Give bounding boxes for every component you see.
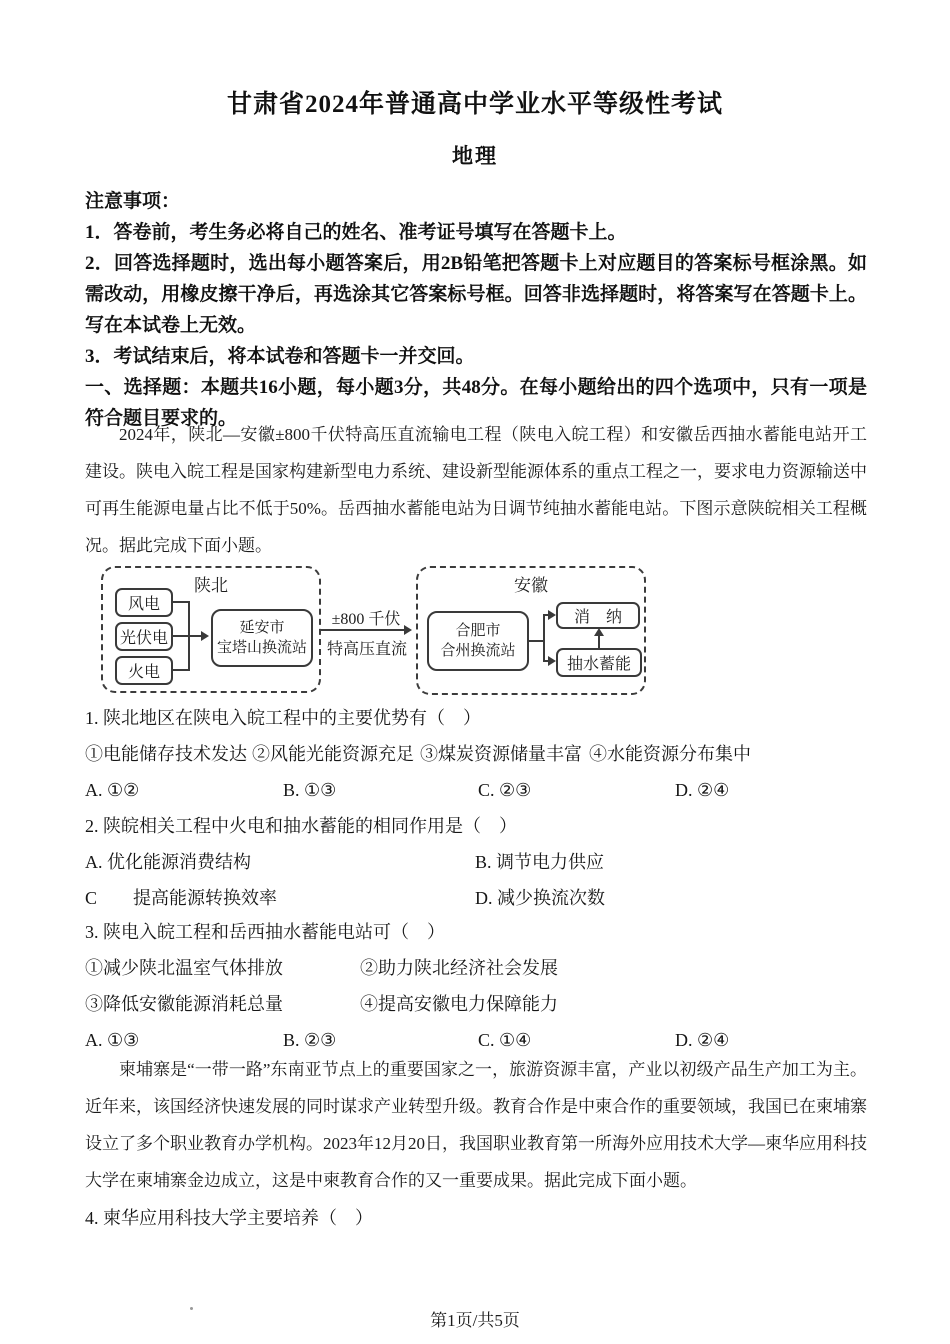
arrowhead-right-icon (548, 656, 556, 666)
source-thermal-box: 火电 (115, 656, 173, 685)
q1-option-b: B. ①③ (283, 780, 337, 800)
converter-yanan-line1: 延安市 (239, 619, 285, 636)
q2-options-row-2 (85, 880, 885, 916)
question-3 (85, 914, 885, 1058)
q1-option-d: D. ②④ (675, 780, 730, 800)
arrowhead-right-icon (548, 610, 556, 620)
question-1 (85, 700, 885, 808)
converter-yanan-line2: 宝塔山换流站 (216, 640, 307, 656)
source-pv-box: 光伏电 (115, 622, 173, 651)
q2-option-a: A. 优化能源消费结构 (85, 852, 251, 872)
arrowhead-up-icon (594, 628, 604, 636)
q3-subitem-2: ②助力陕北经济社会发展 (360, 958, 558, 978)
arrowhead-right-icon (201, 631, 209, 641)
section-heading: 一、选择题：本题共16小题，每小题3分，共48分。在每小题给出的四个选项中，只有一项是符合题目要求的。 (85, 377, 867, 429)
source-wind-box: 风电 (115, 588, 173, 617)
q2-options-row-1 (85, 844, 885, 880)
q3-option-d: D. ②④ (675, 1030, 730, 1050)
q3-subitem-3: ③降低安徽能源消耗总量 (85, 994, 283, 1014)
hvdc-link-line (321, 629, 406, 631)
sink-pumped-storage-box: 抽水蓄能 (556, 648, 642, 677)
region-anhui-label: 安徽 (514, 576, 548, 595)
q1-subitem-3: ③煤炭资源储量丰富 (420, 744, 582, 764)
q2-option-d: D. 减少换流次数 (475, 888, 605, 908)
notice-item-2: 2．回答选择题时，选出每小题答案后，用2B铅笔把答题卡上对应题目的答案标号框涂黑。如需改动，用橡皮擦干净后，再选涂其它答案标号框。回答非选择题时，将答案写在答题卡上。写在本试卷上无效。 (85, 253, 867, 336)
notice-block (85, 186, 867, 434)
q3-subitems-row-2 (85, 986, 885, 1022)
converter-hefei-line1: 合肥市 (455, 622, 501, 639)
hvdc-voltage-label: ±800 千伏 (331, 611, 401, 628)
notice-item-3: 3．考试结束后，将本试卷和答题卡一并交回。 (85, 346, 475, 367)
converter-hefei-line2: 合州换流站 (440, 643, 516, 659)
q1-stem: 1. 陕北地区在陕电入皖工程中的主要优势有（ ） (85, 708, 481, 728)
q2-stem: 2. 陕皖相关工程中火电和抽水蓄能的相同作用是（ ） (85, 816, 517, 836)
q2-option-b: B. 调节电力供应 (475, 852, 605, 872)
q1-option-c: C. ②③ (478, 780, 532, 800)
q3-option-a: A. ①③ (85, 1030, 140, 1050)
converter-hefei-box (427, 611, 529, 671)
q3-option-b: B. ②③ (283, 1030, 337, 1050)
q1-subitems (85, 736, 885, 772)
exam-subject: 地理 (452, 144, 498, 168)
q3-option-c: C. ①④ (478, 1030, 532, 1050)
arrowhead-right-icon (404, 625, 412, 635)
region-shaanbei-label: 陕北 (194, 576, 228, 595)
question-2 (85, 808, 885, 916)
page-footer: 第1页/共5页 (430, 1311, 520, 1330)
notice-heading: 注意事项： (85, 191, 181, 212)
q1-subitem-2: ②风能光能资源充足 (252, 744, 414, 764)
sink-consume-box: 消 纳 (556, 602, 640, 629)
q1-subitem-4: ④水能资源分布集中 (589, 744, 751, 764)
q1-option-a: A. ①② (85, 780, 140, 800)
exam-title: 甘肃省2024年普通高中学业水平等级性考试 (226, 91, 723, 118)
q3-stem: 3. 陕电入皖工程和岳西抽水蓄能电站可（ ） (85, 922, 445, 942)
q1-subitem-1: ①电能储存技术发达 (85, 744, 247, 764)
converter-yanan-box (211, 609, 313, 667)
q3-subitem-4: ④提高安徽电力保障能力 (360, 994, 558, 1014)
passage-2: 柬埔寨是“一带一路”东南亚节点上的重要国家之一，旅游资源丰富，产业以初级产品生产加工为主。近年来，该国经济快速发展的同时谋求产业转型升级。教育合作是中柬合作的重要领域，我国已在柬埔寨设立了多个职业教育办学机构。2023年12月20日，我国职业教育第一所海外应用技术大学—柬华应用科技大学在柬埔寨金边成立，这是中柬教育合作的又一重要成果。据此完成下面小题。 (85, 1060, 867, 1190)
hvdc-type-label: 特高压直流 (326, 641, 407, 658)
q2-option-c: C 提高能源转换效率 (85, 888, 278, 908)
q3-subitem-1: ①减少陕北温室气体排放 (85, 958, 283, 978)
q1-options (85, 772, 885, 808)
passage-1: 2024年，陕北—安徽±800千伏特高压直流输电工程（陕电入皖工程）和安徽岳西抽水蓄能电站开工建设。陕电入皖工程是国家构建新型电力系统、建设新型能源体系的重点工程之一，要求电力资源输送中可再生能源电量占比不低于50%。岳西抽水蓄能电站为日调节纯抽水蓄能电站。下图示意陕皖相关工程概况。据此完成下面小题。 (85, 425, 867, 555)
q4-stem: 4. 柬华应用科技大学主要培养（ ） (85, 1208, 373, 1228)
q3-subitems-row-1 (85, 950, 885, 986)
notice-item-1: 1．答卷前，考生务必将自己的姓名、准考证号填写在答题卡上。 (85, 222, 627, 243)
question-4 (85, 1200, 885, 1236)
flow-diagram (85, 560, 665, 702)
connector-line (543, 614, 545, 662)
connector-line (598, 635, 600, 648)
